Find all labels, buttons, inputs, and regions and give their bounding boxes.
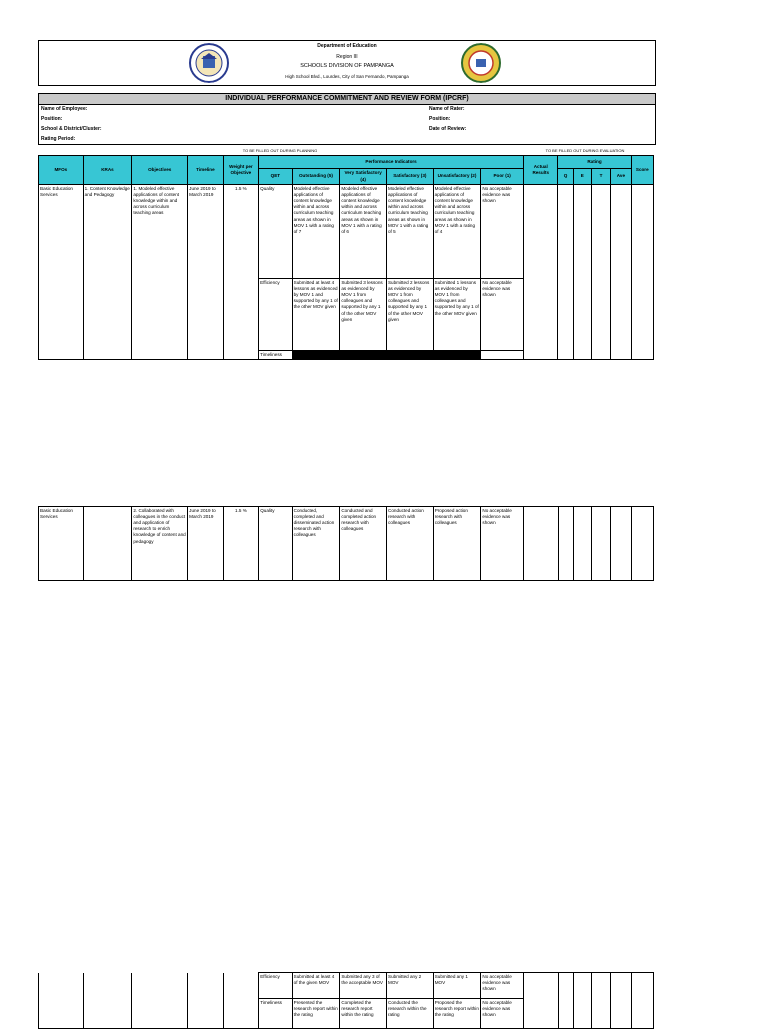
col-objectives: Objectives xyxy=(132,156,188,185)
timeliness-blackout xyxy=(292,351,481,360)
actual-results-cell-2[interactable] xyxy=(524,507,559,581)
weight-cell-2: 1.5 % xyxy=(223,507,259,581)
ave-cell-3[interactable] xyxy=(611,973,631,1029)
objective-cell-3 xyxy=(132,973,188,1029)
ipcrf-table xyxy=(38,155,654,360)
score-cell[interactable] xyxy=(631,185,653,360)
ave-cell[interactable] xyxy=(611,185,631,360)
kra-cell-3 xyxy=(83,973,132,1029)
efficiency-satisfactory-3: Submitted any 2 MOV xyxy=(387,973,434,999)
actual-results-cell-3[interactable] xyxy=(524,973,559,1029)
qet-efficiency-3: Efficiency xyxy=(259,973,292,999)
timeliness-satisfactory-3: Conducted the research within the rating xyxy=(387,999,434,1029)
qet-timeliness-3: Timeliness xyxy=(259,999,292,1029)
quality-outstanding-2: Conducted, completed and disseminated action research with colleagues xyxy=(292,507,340,581)
division-seal-icon xyxy=(459,43,503,83)
form-title: INDIVIDUAL PERFORMANCE COMMITMENT AND REVIEW FORM (IPCRF) xyxy=(38,93,656,105)
col-rating: Rating xyxy=(558,156,631,169)
timeliness-poor xyxy=(481,351,524,360)
address: High School Blvd., Lourdes, City of San Fernando, Pampanga xyxy=(285,74,409,79)
timeline-cell-3 xyxy=(188,973,224,1029)
position-label: Position: xyxy=(41,116,63,122)
actual-results-cell[interactable] xyxy=(524,185,558,360)
kra-cell: 1. Content Knowledge and Pedagogy xyxy=(83,185,132,360)
q-cell[interactable] xyxy=(558,185,573,360)
timeline-cell: June 2019 to March 2019 xyxy=(188,185,224,360)
e-cell-3[interactable] xyxy=(573,973,591,1029)
timeliness-very-satisfactory-3: Completed the research report within the rating xyxy=(340,999,387,1029)
col-t: T xyxy=(591,169,610,185)
col-qet: QET xyxy=(259,169,292,185)
quality-unsatisfactory-2: Proposed action research with colleagues xyxy=(433,507,481,581)
efficiency-poor-3: No acceptable evidence was shown xyxy=(481,973,524,999)
e-cell[interactable] xyxy=(573,185,591,360)
q-cell-2[interactable] xyxy=(558,507,573,581)
division: SCHOOLS DIVISION OF PAMPANGA xyxy=(300,63,394,69)
col-ave: Ave xyxy=(611,169,631,185)
quality-unsatisfactory: Modeled effective applications of content knowledge within and across curriculum teaching areas as shown in MOV 1 with a rating of 4 xyxy=(433,185,481,279)
employee-label: Name of Employee: xyxy=(41,106,88,112)
region: Region III xyxy=(336,54,358,60)
t-cell-3[interactable] xyxy=(591,973,610,1029)
efficiency-outstanding-3: Submitted at least 4 of the given MOV xyxy=(292,973,340,999)
timeliness-outstanding-3: Presented the research report within the rating xyxy=(292,999,340,1029)
qet-timeliness: Timeliness xyxy=(259,351,292,360)
qet-quality-2: Quality xyxy=(259,507,292,581)
score-cell-2[interactable] xyxy=(631,507,653,581)
col-mfos: MFOs xyxy=(39,156,84,185)
col-satisfactory: Satisfactory (3) xyxy=(386,169,433,185)
school-label: School & District/Cluster: xyxy=(41,126,102,132)
col-weight: Weight per Objective xyxy=(223,156,259,185)
col-outstanding: Outstanding (5) xyxy=(292,169,340,185)
mfo-cell-2: Basic Education Services xyxy=(39,507,84,581)
quality-poor-2: No acceptable evidence was shown xyxy=(481,507,524,581)
col-poor: Poor (1) xyxy=(481,169,524,185)
quality-satisfactory: Modeled effective applications of content knowledge within and across curriculum teaching areas as shown in MOV 1 with a rating of 5 xyxy=(386,185,433,279)
mfo-cell-3 xyxy=(39,973,84,1029)
dept-name: Department of Education xyxy=(317,43,377,49)
efficiency-poor: No acceptable evidence was shown xyxy=(481,279,524,351)
col-kras: KRAs xyxy=(83,156,132,185)
col-score: Score xyxy=(631,156,653,185)
t-cell-2[interactable] xyxy=(591,507,610,581)
quality-very-satisfactory-2: Conducted and completed action research with colleagues xyxy=(340,507,387,581)
efficiency-unsatisfactory-3: Submitted any 1 MOV xyxy=(433,973,481,999)
kra-cell-2 xyxy=(83,507,132,581)
col-unsatisfactory: Unsatisfactory (2) xyxy=(433,169,481,185)
quality-poor: No acceptable evidence was shown xyxy=(481,185,524,279)
quality-satisfactory-2: Conducted action research with colleagues xyxy=(387,507,434,581)
quality-very-satisfactory: Modeled effective applications of content knowledge within and across curriculum teaching areas as shown in MOV 1 with a rating of 6 xyxy=(340,185,387,279)
t-cell[interactable] xyxy=(591,185,610,360)
efficiency-unsatisfactory: Submitted 1 lessons as evidenced by MOV 1 from colleagues and supported by any 1 of the other MOV given xyxy=(433,279,481,351)
objective-cell: 1. Modeled effective applications of content knowledge within and across curriculum teaching areas xyxy=(132,185,188,360)
employee-info xyxy=(38,104,656,145)
mfo-cell: Basic Education Services xyxy=(39,185,84,360)
letterhead xyxy=(38,40,656,86)
col-timeline: Timeline xyxy=(188,156,224,185)
efficiency-satisfactory: Submitted 2 lessons as evidenced by MOV 1 from colleagues and supported by any 1 of the other MOV given xyxy=(386,279,433,351)
rater-position-label: Position: xyxy=(429,116,451,122)
planning-caption: TO BE FILLED OUT DURING PLANNING xyxy=(242,148,318,153)
col-very-satisfactory: Very Satisfactory (4) xyxy=(340,169,387,185)
score-cell-3[interactable] xyxy=(631,973,653,1029)
col-actual-results: Actual Results xyxy=(524,156,558,185)
col-perf-indicators: Performance Indicators xyxy=(259,156,524,169)
weight-cell: 1.5 % xyxy=(223,185,259,360)
evaluation-caption: TO BE FILLED OUT DURING EVALUATION xyxy=(545,148,625,153)
efficiency-outstanding: Submitted at least 4 lessons as evidenced by MOV 1 and supported by any 1 of the other MOV given xyxy=(292,279,340,351)
ipcrf-table-page2 xyxy=(38,506,654,581)
qet-quality: Quality xyxy=(259,185,292,279)
timeline-cell-2: June 2019 to March 2019 xyxy=(188,507,224,581)
table-row xyxy=(39,507,654,581)
quality-outstanding: Modeled effective applications of content knowledge within and across curriculum teaching areas as shown in MOV 1 with a rating of 7 xyxy=(292,185,340,279)
weight-cell-3 xyxy=(223,973,259,1029)
efficiency-very-satisfactory: Submitted 3 lessons as evidenced by MOV 1 from colleagues and supported by any 1 of the other MOV given xyxy=(340,279,387,351)
timeliness-poor-3: No acceptable evidence was shown xyxy=(481,999,524,1029)
e-cell-2[interactable] xyxy=(573,507,591,581)
period-label: Rating Period: xyxy=(41,136,76,142)
efficiency-very-satisfactory-3: Submitted any 3 of the acceptable MOV xyxy=(340,973,387,999)
col-q: Q xyxy=(558,169,573,185)
rater-label: Name of Rater: xyxy=(429,106,465,112)
timeliness-unsatisfactory-3: Proposed the research report within the rating xyxy=(433,999,481,1029)
review-date-label: Date of Review: xyxy=(429,126,467,132)
table-row xyxy=(39,185,654,279)
col-e: E xyxy=(573,169,591,185)
q-cell-3[interactable] xyxy=(558,973,573,1029)
qet-efficiency: Efficiency xyxy=(259,279,292,351)
ave-cell-2[interactable] xyxy=(611,507,631,581)
table-row xyxy=(39,973,654,999)
objective-cell-2: 2. Collaborated with colleagues in the conduct and application of research to enrich knowledge of content and pedagogy xyxy=(132,507,188,581)
ipcrf-table-page3 xyxy=(38,972,654,1029)
